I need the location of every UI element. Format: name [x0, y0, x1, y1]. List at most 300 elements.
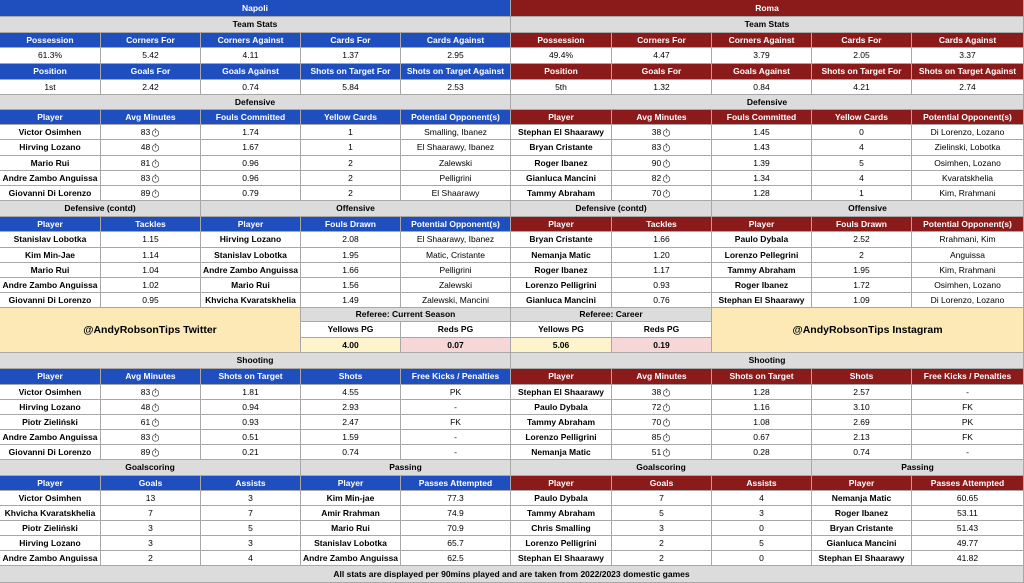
napoli-stats1-value-1 [0, 48, 101, 64]
napoli-passing-row3-col1-text: Mario Rui [331, 522, 370, 533]
napoli-passing-row4-col1-text: Stanislav Lobotka [314, 537, 387, 548]
napoli-offensive-row5-col1-text: Khvicha Kvaratskhelia [205, 294, 296, 305]
napoli-goalscoring-header-2-text: Goals [138, 477, 163, 488]
roma-shooting-row4-col3 [712, 430, 812, 445]
roma-defensive-row4-col4-text: 4 [859, 172, 864, 183]
roma-shooting-row5-col4 [812, 445, 912, 460]
napoli-defensive-contd-row5-col2 [101, 293, 201, 308]
roma-defensive-contd-row5-col1-text: Gianluca Mancini [526, 294, 596, 305]
roma-goalscoring-row5-col1 [511, 551, 612, 566]
roma-offensive-row4-col2 [812, 278, 912, 293]
napoli-shooting-row5-col1 [0, 445, 101, 460]
napoli-shooting-header-4-text: Shots [338, 371, 363, 382]
roma-goalscoring-header-3 [712, 476, 812, 491]
napoli-defensive-contd-row2-col2 [101, 248, 201, 263]
napoli-stats2-value-4 [301, 80, 401, 95]
twitter-handle [0, 308, 301, 353]
roma-offensive-row4-col1 [712, 278, 812, 293]
napoli-offensive-row4-col2-text: 1.56 [342, 279, 359, 290]
roma-goalscoring-title-text: Goalscoring [636, 462, 686, 473]
napoli-passing-row3-col2-text: 70.9 [447, 522, 464, 533]
napoli-passing-row2-col1 [301, 506, 401, 521]
napoli-defensive-row3-col1 [0, 156, 101, 171]
roma-defensive-contd-row2-col1 [511, 248, 612, 263]
roma-shooting-row1-col5 [912, 385, 1024, 400]
roma-defensive-contd-title [511, 201, 712, 217]
napoli-defensive-row4-col4 [301, 171, 401, 186]
napoli-goalscoring-row4-col3 [201, 536, 301, 551]
referee-current-yellows [301, 338, 401, 353]
napoli-stats1-header-4-text: Cards For [330, 34, 371, 45]
roma-shooting-row5-col4-text: 0.74 [853, 446, 870, 457]
napoli-defensive-header-4 [301, 110, 401, 125]
napoli-stats1-header-2-text: Corners For [126, 34, 175, 45]
roma-defensive-title-text: Defensive [746, 96, 788, 107]
roma-shooting-header-5-text: Free Kicks / Penalties [923, 371, 1012, 382]
roma-goalscoring-row3-col2 [612, 521, 712, 536]
roma-offensive-header-3-text: Potential Opponent(s) [923, 218, 1012, 229]
napoli-shooting-row5-col3 [201, 445, 301, 460]
napoli-defensive-row5-col2-text: 89 [140, 187, 151, 198]
roma-defensive-contd-row2-col2-text: 1.20 [653, 249, 670, 260]
napoli-defensive-contd-title-text: Defensive (contd) [64, 203, 136, 214]
roma-defensive-title [511, 95, 1024, 110]
napoli-shooting-row4-col1-text: Andre Zambo Anguissa [2, 431, 98, 442]
roma-goalscoring-row4-col3 [712, 536, 812, 551]
roma-defensive-header-4 [812, 110, 912, 125]
stopwatch-icon [151, 159, 160, 168]
napoli-passing-header-1-text: Player [337, 477, 364, 488]
roma-goalscoring-row2-col2 [612, 506, 712, 521]
napoli-goalscoring-row3-col2 [101, 521, 201, 536]
napoli-offensive-row1-col1 [201, 232, 301, 248]
napoli-shooting-row1-col5 [401, 385, 511, 400]
roma-stats2-header-5-text: Shots on Target Against [918, 66, 1017, 77]
napoli-passing-row5-col2 [401, 551, 511, 566]
roma-defensive-row3-col4 [812, 156, 912, 171]
roma-defensive-row5-col5 [912, 186, 1024, 201]
roma-goalscoring-row1-col1 [511, 491, 612, 506]
napoli-defensive-row4-col3-text: 0.96 [242, 172, 259, 183]
roma-passing-row4-col2 [912, 536, 1024, 551]
roma-offensive-row3-col2-text: 1.95 [853, 264, 870, 275]
roma-stats1-header-5 [912, 33, 1024, 48]
napoli-title-text: Napoli [242, 2, 268, 13]
roma-defensive-row4-col5-text: Kvaratskhelia [941, 172, 994, 183]
roma-offensive-title [712, 201, 1024, 217]
napoli-defensive-header-1-text: Player [37, 111, 63, 122]
napoli-passing-row1-col1 [301, 491, 401, 506]
napoli-shooting-row2-col5-text: - [454, 401, 457, 412]
napoli-shooting-header-3 [201, 369, 301, 385]
napoli-shooting-header-1-text: Player [37, 371, 63, 382]
napoli-shooting-row4-col3-text: 0.51 [242, 431, 259, 442]
napoli-defensive-row2-col3-text: 1.67 [242, 142, 259, 153]
napoli-defensive-row1-col3 [201, 125, 301, 140]
roma-defensive-row1-col5 [912, 125, 1024, 140]
roma-passing-row3-col1 [812, 521, 912, 536]
roma-offensive-row5-col1-text: Stephan El Shaarawy [718, 294, 805, 305]
napoli-shooting-row3-col5-text: FK [450, 416, 461, 427]
napoli-defensive-row5-col5 [401, 186, 511, 201]
napoli-shooting-row1-col5-text: PK [449, 386, 462, 397]
roma-goalscoring-row2-col2-text: 5 [659, 507, 664, 518]
roma-stats1-value-3 [712, 48, 812, 64]
napoli-passing-row5-col2-text: 62.5 [447, 552, 464, 563]
roma-stats1-value-4-text: 2.05 [853, 50, 870, 61]
napoli-defensive-row5-col4-text: 2 [348, 187, 353, 198]
roma-defensive-row1-col1-text: Stephan El Shaarawy [518, 126, 604, 137]
napoli-shooting-row1-col2-text: 83 [140, 386, 151, 397]
roma-stats2-value-3-text: 0.84 [753, 81, 770, 92]
napoli-defensive-row5-col5-text: El Shaarawy [431, 187, 480, 198]
napoli-shooting-row2-col4-text: 2.93 [342, 401, 359, 412]
roma-goalscoring-row3-col2-text: 3 [659, 522, 664, 533]
roma-stats2-header-3 [712, 64, 812, 80]
roma-defensive-contd-row2-col2 [612, 248, 712, 263]
napoli-defensive-row2-col2-text: 48 [140, 142, 151, 153]
napoli-defensive-row2-col3 [201, 140, 301, 156]
roma-defensive-row5-col3 [712, 186, 812, 201]
napoli-goalscoring-row2-col1 [0, 506, 101, 521]
napoli-shooting-row1-col4-text: 4.55 [342, 386, 359, 397]
roma-defensive-contd-row4-col2 [612, 278, 712, 293]
roma-offensive-row3-col3 [912, 263, 1024, 278]
napoli-stats2-value-5-text: 2.53 [447, 81, 464, 92]
roma-defensive-contd-title-text: Defensive (contd) [575, 203, 647, 214]
roma-defensive-contd-row5-col1 [511, 293, 612, 308]
napoli-offensive-row2-col2-text: 1.95 [342, 249, 359, 260]
roma-defensive-contd-row3-col2-text: 1.17 [653, 264, 670, 275]
roma-passing-row1-col1 [812, 491, 912, 506]
napoli-stats2-header-3 [201, 64, 301, 80]
roma-defensive-row3-col3 [712, 156, 812, 171]
napoli-offensive-row2-col3-text: Matic, Cristante [425, 249, 486, 260]
napoli-defensive-contd-row1-col2-text: 1.15 [142, 234, 159, 245]
napoli-offensive-row3-col2 [301, 263, 401, 278]
stopwatch-icon [151, 143, 160, 152]
napoli-shooting-row3-col2 [101, 415, 201, 430]
napoli-offensive-row1-col2-text: 2.08 [342, 234, 359, 245]
roma-defensive-row5-col2-text: 70 [651, 187, 662, 198]
referee-career-title-text: Referee: Career [579, 309, 643, 320]
referee-career-reds-label-text: Reds PG [643, 324, 680, 335]
roma-defensive-row2-col4-text: 4 [859, 142, 864, 153]
footer-note-text: All stats are displayed per 90mins played and are taken from 2022/2023 domestic games [333, 568, 690, 579]
roma-offensive-header-2 [812, 217, 912, 232]
napoli-stats1-value-5-text: 2.95 [447, 50, 464, 61]
referee-career-reds-text: 0.19 [653, 339, 670, 350]
napoli-goalscoring-row2-col2-text: 7 [148, 507, 153, 518]
roma-passing-row2-col1 [812, 506, 912, 521]
napoli-offensive-row5-col3 [401, 293, 511, 308]
roma-stats2-value-5-text: 2.74 [959, 81, 976, 92]
napoli-defensive-row3-col1-text: Mario Rui [30, 157, 70, 168]
roma-shooting-row5-col5-text: - [966, 446, 969, 457]
roma-goalscoring-header-3-text: Assists [746, 477, 777, 488]
roma-offensive-row1-col3 [912, 232, 1024, 248]
napoli-goalscoring-row1-col2-text: 13 [145, 492, 156, 503]
roma-stats1-header-2-text: Corners For [637, 34, 686, 45]
roma-offensive-row1-col2-text: 2.52 [853, 234, 870, 245]
roma-shooting-row1-col2-text: 38 [651, 386, 662, 397]
napoli-defensive-row1-col4-text: 1 [348, 126, 353, 137]
napoli-defensive-row4-col4-text: 2 [348, 172, 353, 183]
roma-offensive-row1-col3-text: Rrahmani, Kim [939, 234, 996, 245]
napoli-offensive-row2-col2 [301, 248, 401, 263]
roma-defensive-row5-col5-text: Kim, Rrahmani [939, 187, 996, 198]
roma-goalscoring-row2-col3 [712, 506, 812, 521]
napoli-offensive-row3-col3-text: Pelligrini [439, 264, 472, 275]
roma-goalscoring-row4-col2 [612, 536, 712, 551]
napoli-defensive-header-1 [0, 110, 101, 125]
napoli-shooting-row3-col2-text: 61 [140, 416, 151, 427]
roma-goalscoring-row3-col1-text: Chris Smalling [531, 522, 591, 533]
referee-current-reds-label [401, 322, 511, 338]
roma-shooting-row1-col1-text: Stephan El Shaarawy [518, 386, 604, 397]
napoli-offensive-row3-col3 [401, 263, 511, 278]
napoli-goalscoring-header-3-text: Assists [235, 477, 266, 488]
napoli-defensive-contd-row3-col1 [0, 263, 101, 278]
roma-passing-row5-col1 [812, 551, 912, 566]
napoli-offensive-row5-col3-text: Zalewski, Mancini [421, 294, 490, 305]
roma-defensive-header-3-text: Fouls Committed [726, 111, 797, 122]
napoli-goalscoring-header-3 [201, 476, 301, 491]
napoli-defensive-header-5-text: Potential Opponent(s) [411, 111, 500, 122]
napoli-shooting-row3-col4 [301, 415, 401, 430]
napoli-defensive-header-2-text: Avg Minutes [125, 111, 176, 122]
napoli-shooting-row5-col4 [301, 445, 401, 460]
roma-shooting-row1-col3-text: 1.28 [753, 386, 770, 397]
roma-defensive-contd-row2-col1-text: Nemanja Matic [531, 249, 591, 260]
roma-offensive-row5-col2 [812, 293, 912, 308]
roma-stats1-header-1-text: Possession [537, 34, 585, 45]
roma-goalscoring-row4-col2-text: 2 [659, 537, 664, 548]
roma-offensive-row3-col2 [812, 263, 912, 278]
roma-defensive-row4-col2-text: 82 [651, 172, 662, 183]
napoli-defensive-contd-row4-col2-text: 1.02 [142, 279, 159, 290]
roma-defensive-row2-col1-text: Bryan Cristante [529, 142, 593, 153]
napoli-goalscoring-row5-col3-text: 4 [248, 552, 253, 563]
napoli-defensive-contd-row3-col2-text: 1.04 [142, 264, 159, 275]
napoli-defensive-row3-col4-text: 2 [348, 157, 353, 168]
roma-shooting-row2-col2-text: 72 [651, 401, 662, 412]
roma-defensive-row3-col1 [511, 156, 612, 171]
roma-goalscoring-title [511, 460, 812, 476]
roma-defensive-contd-row3-col2 [612, 263, 712, 278]
stopwatch-icon [662, 448, 671, 457]
napoli-stats2-value-4-text: 5.84 [342, 81, 359, 92]
roma-passing-row1-col2 [912, 491, 1024, 506]
roma-goalscoring-row1-col3 [712, 491, 812, 506]
roma-stats2-header-2 [612, 64, 712, 80]
roma-shooting-row4-col5 [912, 430, 1024, 445]
napoli-passing-row5-col1 [301, 551, 401, 566]
napoli-offensive-header-2-text: Fouls Drawn [324, 218, 376, 229]
napoli-offensive-row3-col1-text: Andre Zambo Anguissa [202, 264, 299, 275]
roma-stats2-header-5 [912, 64, 1024, 80]
roma-goalscoring-header-1-text: Player [548, 477, 574, 488]
napoli-defensive-header-5 [401, 110, 511, 125]
napoli-offensive-row5-col2-text: 1.49 [342, 294, 359, 305]
napoli-defensive-row5-col3-text: 0.79 [242, 187, 259, 198]
napoli-goalscoring-row5-col1 [0, 551, 101, 566]
roma-stats2-header-4 [812, 64, 912, 80]
napoli-team-stats-title [0, 17, 511, 33]
roma-offensive-row1-col2 [812, 232, 912, 248]
roma-stats1-header-4 [812, 33, 912, 48]
roma-defensive-contd-header-1 [511, 217, 612, 232]
roma-offensive-row3-col1 [712, 263, 812, 278]
referee-current-yellows-label [301, 322, 401, 338]
napoli-defensive-row4-col5-text: Pelligrini [439, 172, 472, 183]
napoli-stats2-header-2 [101, 64, 201, 80]
napoli-stats1-value-3-text: 4.11 [242, 50, 259, 61]
napoli-shooting-row4-col3 [201, 430, 301, 445]
referee-current-title [301, 308, 511, 322]
napoli-defensive-contd-row3-col1-text: Mario Rui [30, 264, 70, 275]
roma-stats1-value-1 [511, 48, 612, 64]
referee-career-reds [612, 338, 712, 353]
napoli-stats1-value-2-text: 5.42 [142, 50, 159, 61]
roma-passing-row5-col2 [912, 551, 1024, 566]
roma-defensive-row5-col4 [812, 186, 912, 201]
napoli-defensive-contd-header-1 [0, 217, 101, 232]
roma-defensive-row4-col3 [712, 171, 812, 186]
roma-defensive-row3-col2 [612, 156, 712, 171]
roma-defensive-contd-row5-col2-text: 0.76 [653, 294, 670, 305]
roma-shooting-row4-col4 [812, 430, 912, 445]
napoli-offensive-header-2 [301, 217, 401, 232]
napoli-defensive-row2-col1-text: Hirving Lozano [19, 142, 81, 153]
napoli-shooting-header-1 [0, 369, 101, 385]
napoli-passing-title [301, 460, 511, 476]
napoli-shooting-row1-col1 [0, 385, 101, 400]
roma-defensive-row1-col3 [712, 125, 812, 140]
roma-stats2-value-2-text: 1.32 [653, 81, 670, 92]
roma-offensive-header-3 [912, 217, 1024, 232]
napoli-stats2-header-5-text: Shots on Target Against [406, 66, 505, 77]
roma-shooting-row1-col5-text: - [966, 386, 969, 397]
roma-defensive-contd-header-2 [612, 217, 712, 232]
napoli-team-stats-title-text: Team Stats [232, 19, 278, 30]
roma-shooting-row4-col2-text: 85 [651, 431, 662, 442]
napoli-defensive-contd-row5-col1 [0, 293, 101, 308]
roma-defensive-row3-col5 [912, 156, 1024, 171]
napoli-shooting-title-text: Shooting [236, 355, 274, 366]
napoli-shooting-row2-col1 [0, 400, 101, 415]
referee-current-title-text: Referee: Current Season [355, 309, 456, 320]
referee-career-yellows-text: 5.06 [552, 339, 570, 350]
napoli-defensive-row3-col3 [201, 156, 301, 171]
napoli-defensive-row1-col2-text: 83 [140, 126, 151, 137]
roma-shooting-row4-col5-text: FK [962, 431, 973, 442]
roma-passing-row1-col1-text: Nemanja Matic [831, 492, 892, 503]
roma-defensive-row2-col5 [912, 140, 1024, 156]
roma-shooting-row5-col3 [712, 445, 812, 460]
napoli-shooting-row5-col5 [401, 445, 511, 460]
napoli-offensive-row5-col2 [301, 293, 401, 308]
napoli-goalscoring-row5-col1-text: Andre Zambo Anguissa [2, 552, 98, 563]
napoli-shooting-row5-col3-text: 0.21 [242, 446, 259, 457]
roma-goalscoring-row1-col2 [612, 491, 712, 506]
napoli-passing-row4-col1 [301, 536, 401, 551]
napoli-defensive-row4-col2 [101, 171, 201, 186]
napoli-offensive-row5-col1 [201, 293, 301, 308]
instagram-handle [712, 308, 1024, 353]
roma-shooting-row2-col3-text: 1.16 [753, 401, 770, 412]
napoli-offensive-row1-col3-text: El Shaarawy, Ibanez [416, 234, 495, 245]
roma-passing-row5-col2-text: 41.82 [956, 552, 979, 563]
napoli-stats2-header-2-text: Goals For [130, 66, 171, 77]
napoli-offensive-title [201, 201, 511, 217]
napoli-passing-row3-col2 [401, 521, 511, 536]
napoli-shooting-row2-col2 [101, 400, 201, 415]
napoli-shooting-row5-col4-text: 0.74 [342, 446, 359, 457]
napoli-stats2-value-1-text: 1st [44, 81, 56, 92]
napoli-offensive-row1-col3 [401, 232, 511, 248]
napoli-defensive-contd-row1-col1 [0, 232, 101, 248]
napoli-goalscoring-row1-col1-text: Victor Osimhen [18, 492, 82, 503]
stopwatch-icon [662, 418, 671, 427]
roma-shooting-row3-col3 [712, 415, 812, 430]
roma-defensive-row5-col1 [511, 186, 612, 201]
napoli-stats1-value-4 [301, 48, 401, 64]
napoli-offensive-row2-col1-text: Stanislav Lobotka [214, 249, 287, 260]
roma-defensive-contd-row4-col1-text: Lorenzo Pelligrini [525, 279, 597, 290]
roma-stats1-value-5-text: 3.37 [959, 50, 976, 61]
roma-stats2-header-3-text: Goals Against [733, 66, 790, 77]
napoli-defensive-title-text: Defensive [234, 96, 276, 107]
napoli-shooting-row1-col2 [101, 385, 201, 400]
napoli-shooting-header-2-text: Avg Minutes [125, 371, 176, 382]
roma-defensive-contd-row5-col2 [612, 293, 712, 308]
napoli-stats1-header-3 [201, 33, 301, 48]
napoli-shooting-header-5 [401, 369, 511, 385]
roma-defensive-row1-col4-text: 0 [859, 126, 864, 137]
roma-defensive-contd-row4-col1 [511, 278, 612, 293]
roma-passing-row2-col2 [912, 506, 1024, 521]
roma-goalscoring-header-1 [511, 476, 612, 491]
napoli-stats2-value-2 [101, 80, 201, 95]
roma-stats1-value-3-text: 3.79 [753, 50, 770, 61]
napoli-passing-header-2-text: Passes Attempted [418, 477, 493, 488]
napoli-defensive-row1-col1 [0, 125, 101, 140]
napoli-shooting-row5-col2-text: 89 [140, 446, 151, 457]
roma-passing-row5-col1-text: Stephan El Shaarawy [818, 552, 905, 563]
napoli-defensive-contd-row2-col1 [0, 248, 101, 263]
roma-goalscoring-row5-col3-text: 0 [759, 552, 764, 563]
napoli-goalscoring-row1-col3 [201, 491, 301, 506]
stopwatch-icon [151, 433, 160, 442]
roma-goalscoring-row3-col3-text: 0 [759, 522, 764, 533]
napoli-defensive-row3-col5 [401, 156, 511, 171]
roma-offensive-row1-col1 [712, 232, 812, 248]
napoli-passing-row2-col1-text: Amir Rrahman [321, 507, 380, 518]
roma-shooting-row5-col2 [612, 445, 712, 460]
stopwatch-icon [151, 403, 160, 412]
roma-shooting-row4-col3-text: 0.67 [753, 431, 770, 442]
roma-shooting-title [511, 353, 1024, 369]
referee-career-yellows-label [511, 322, 612, 338]
roma-team-stats-title [511, 17, 1024, 33]
roma-defensive-header-5-text: Potential Opponent(s) [923, 111, 1012, 122]
napoli-stats2-header-4 [301, 64, 401, 80]
napoli-defensive-contd-row4-col1-text: Andre Zambo Anguissa [2, 279, 98, 290]
napoli-goalscoring-row3-col2-text: 3 [148, 522, 153, 533]
napoli-goalscoring-row2-col2 [101, 506, 201, 521]
roma-shooting-row2-col1-text: Paulo Dybala [534, 401, 588, 412]
